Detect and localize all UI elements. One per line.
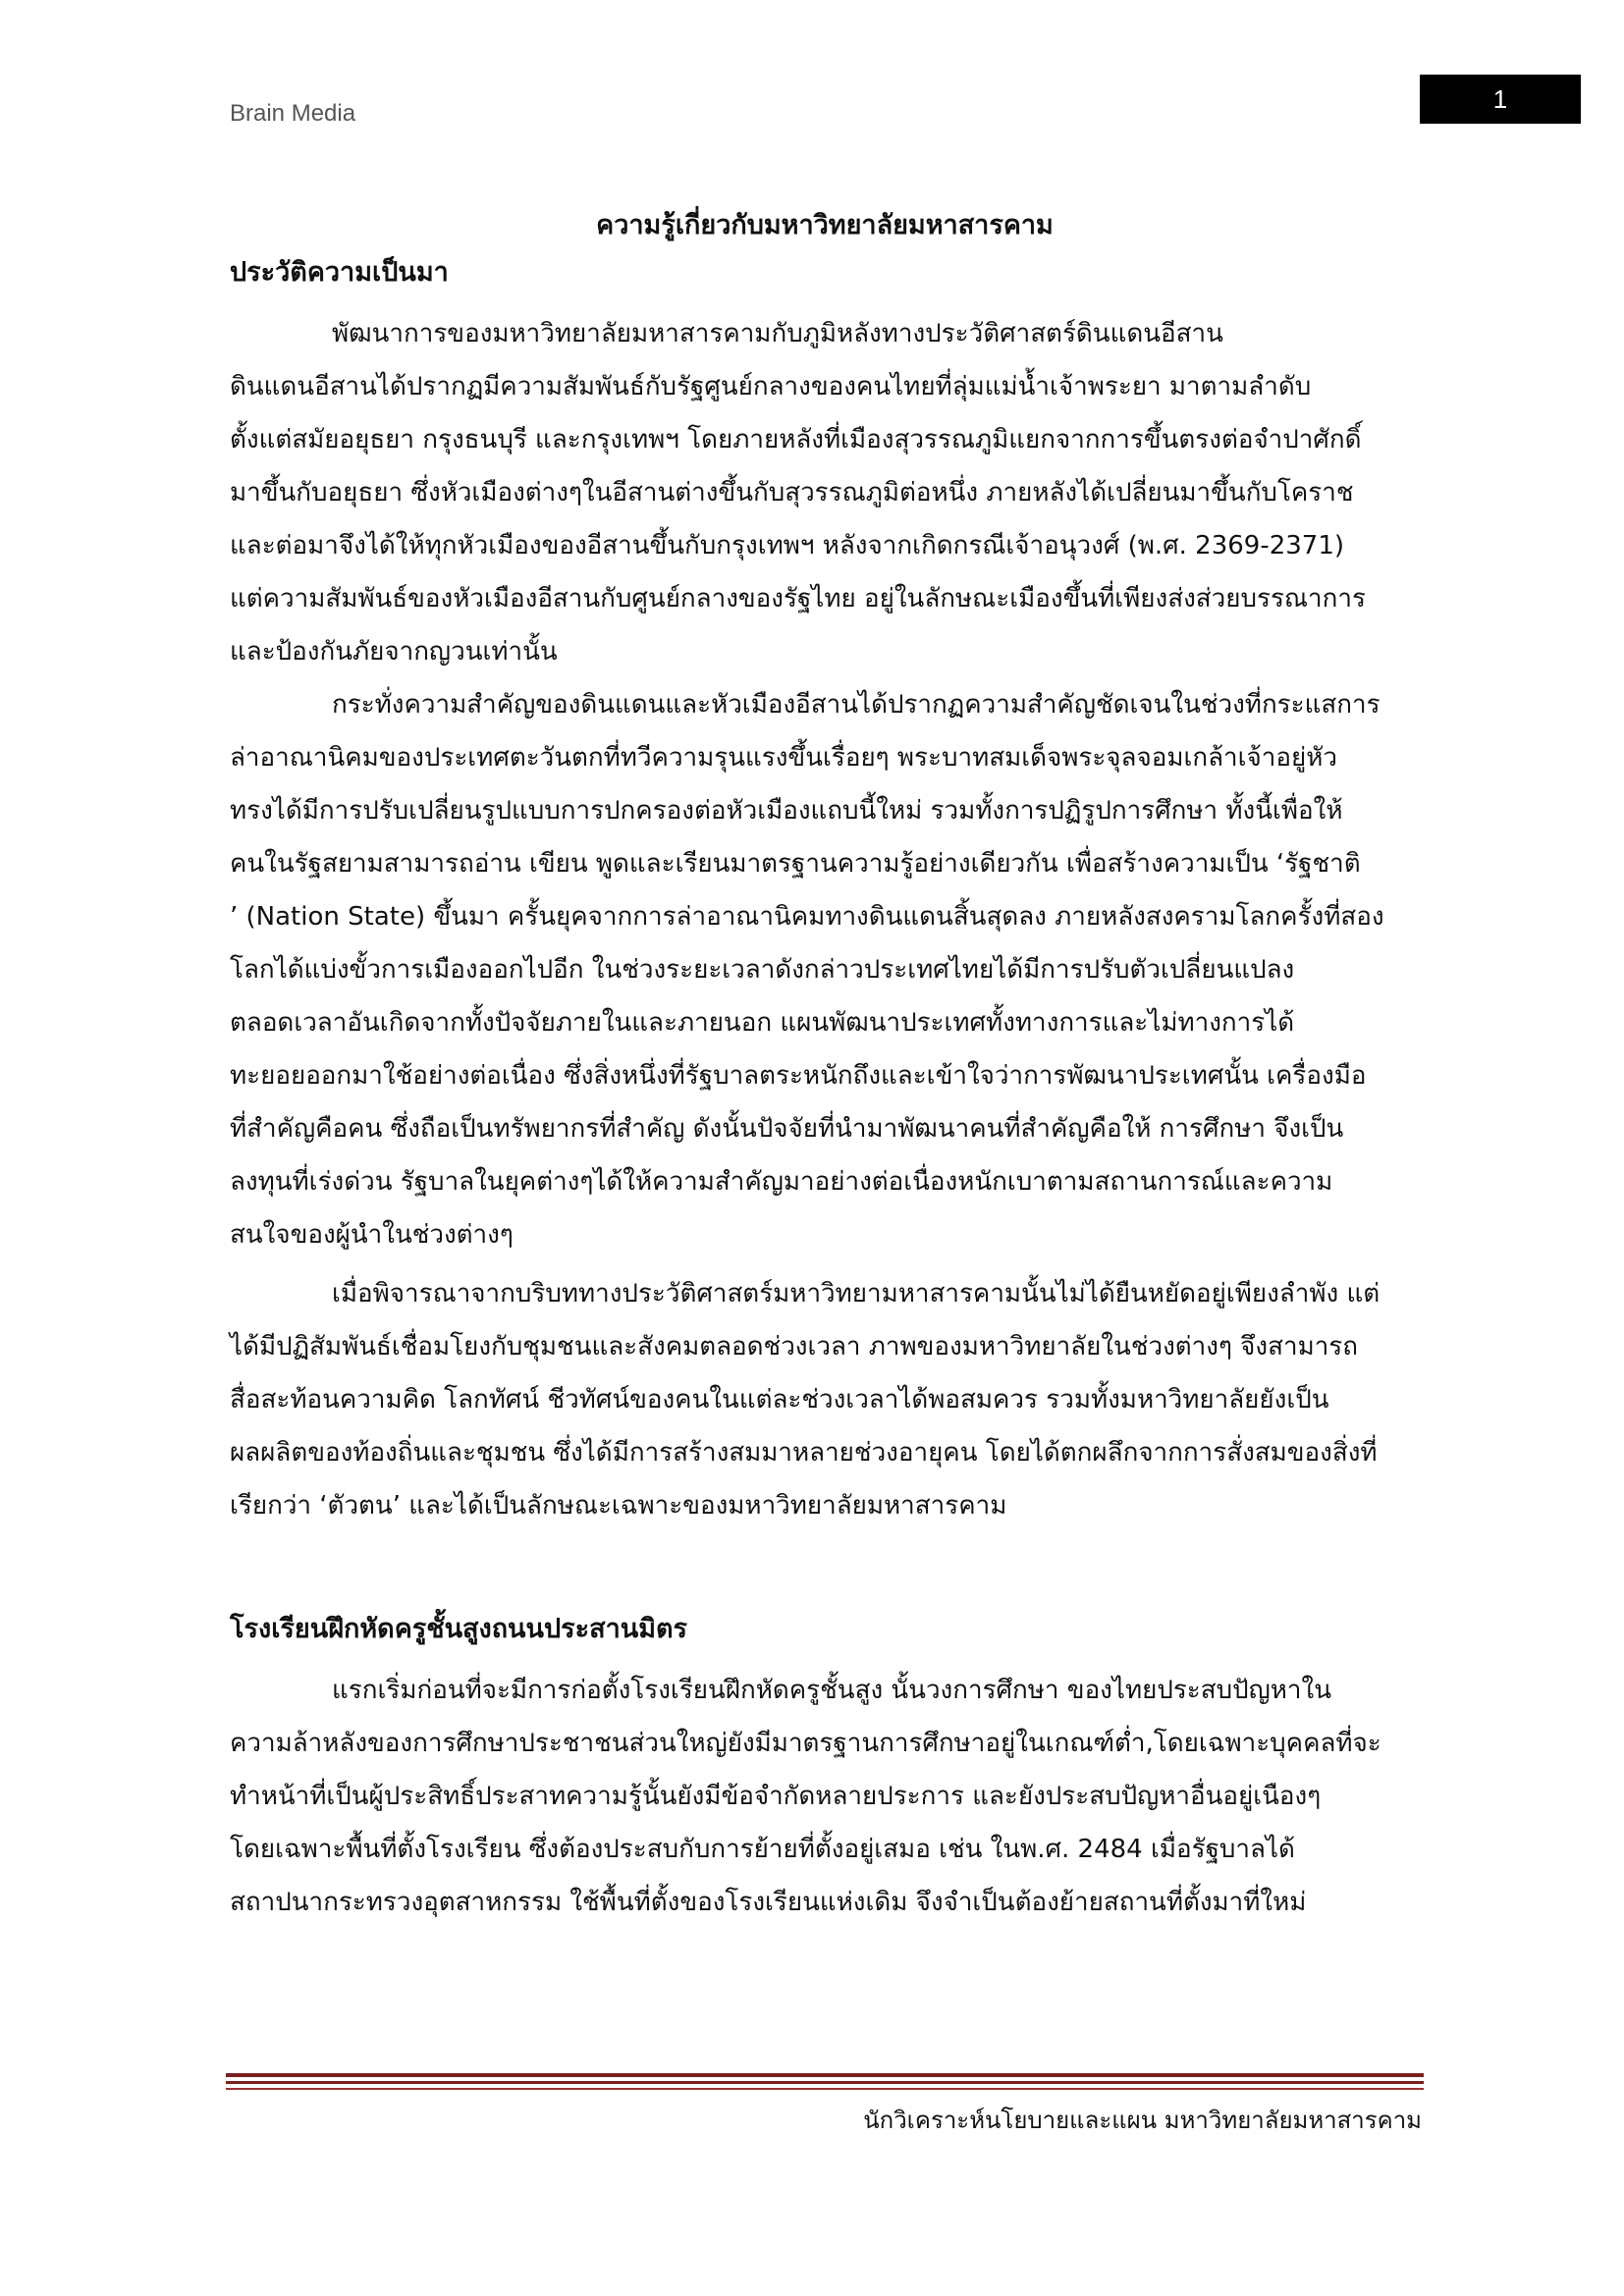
paragraph-line: สนใจของผู้นำในช่วงต่างๆ (230, 1220, 514, 1250)
footer-divider (226, 2081, 1424, 2084)
paragraph-line: ทำหน้าที่เป็นผู้ประสิทธิ์ประสาทความรู้นั้นยังมีข้อจำกัดหลายประการ และยังประสบปัญหาอื่นอยู่เนืองๆ (230, 1782, 1322, 1811)
paragraph-line: เมื่อพิจารณาจากบริบททางประวัติศาสตร์มหาวิทยามหาสารคามนั้นไม่ได้ยืนหยัดอยู่เพียงลำพัง แต่ (332, 1279, 1380, 1308)
section-heading-teachers-college: โรงเรียนฝึกหัดครูชั้นสูงถนนประสานมิตร (230, 1614, 688, 1644)
footer-divider (226, 2088, 1424, 2090)
paragraph-line: ความล้าหลังของการศึกษาประชาชนส่วนใหญ่ยังมีมาตรฐานการศึกษาอยู่ในเกณฑ์ต่ำ,โดยเฉพาะบุคคลที่จะ (230, 1729, 1381, 1758)
paragraph-line: พัฒนาการของมหาวิทยาลัยมหาสารคามกับภูมิหลังทางประวัติศาสตร์ดินแดนอีสาน (332, 319, 1223, 348)
footer-divider (226, 2073, 1424, 2077)
paragraph-line: แต่ความสัมพันธ์ของหัวเมืองอีสานกับศูนย์กลางของรัฐไทย อยู่ในลักษณะเมืองขึ้นที่เพียงส่งส่วยบรรณาการ (230, 584, 1366, 614)
paragraph-line: ตลอดเวลาอันเกิดจากทั้งปัจจัยภายในและภายนอก แผนพัฒนาประเทศทั้งทางการและไม่ทางการได้ (230, 1008, 1295, 1038)
paragraph-line: ผลผลิตของท้องถิ่นและชุมชน ซึ่งได้มีการสร้างสมมาหลายช่วงอายุคน โดยได้ตกผลึกจากการสั่งสมของสิ่งที่ (230, 1438, 1378, 1468)
paragraph-line: กระทั่งความสำคัญของดินแดนและหัวเมืองอีสานได้ปรากฏความสำคัญชัดเจนในช่วงที่กระแสการ (332, 690, 1380, 720)
paragraph-line: ล่าอาณานิคมของประเทศตะวันตกที่ทวีความรุนแรงขึ้นเรื่อยๆ พระบาทสมเด็จพระจุลจอมเกล้าเจ้าอยู่หัว (230, 743, 1337, 773)
paragraph-line: สถาปนากระทรวงอุตสาหกรรม ใช้พื้นที่ตั้งของโรงเรียนแห่งเดิม จึงจำเป็นต้องย้ายสถานที่ตั้งมาที่ใหม่ (230, 1888, 1307, 1917)
paragraph-line: ลงทุนที่เร่งด่วน รัฐบาลในยุคต่างๆได้ให้ความสำคัญมาอย่างต่อเนื่องหนักเบาตามสถานการณ์และความ (230, 1167, 1333, 1197)
paragraph-line: เรียกว่า ‘ตัวตน’ และได้เป็นลักษณะเฉพาะของมหาวิทยาลัยมหาสารคาม (230, 1491, 1007, 1521)
paragraph-line: แรกเริ่มก่อนที่จะมีการก่อตั้งโรงเรียนฝึกหัดครูชั้นสูง นั้นวงการศึกษา ของไทยประสบปัญหาใน (332, 1676, 1331, 1705)
paragraph-line: ตั้งแต่สมัยอยุธยา กรุงธนบุรี และกรุงเทพฯ โดยภายหลังที่เมืองสุวรรณภูมิแยกจากการขึ้นตรงต่อจำปาศักดิ์ (230, 425, 1362, 454)
paragraph-line: และต่อมาจึงได้ให้ทุกหัวเมืองของอีสานขึ้นกับกรุงเทพฯ หลังจากเกิดกรณีเจ้าอนุวงศ์ (พ.ศ. 2369-2371) (230, 531, 1345, 561)
paragraph-line: โดยเฉพาะพื้นที่ตั้งโรงเรียน ซึ่งต้องประสบกับการย้ายที่ตั้งอยู่เสมอ เช่น ในพ.ศ. 2484 เมื่อรัฐบาลได้ (230, 1835, 1295, 1864)
header-brand: Brain Media (230, 100, 356, 127)
section-heading-history: ประวัติความเป็นมา (230, 257, 449, 288)
paragraph-line: มาขึ้นกับอยุธยา ซึ่งหัวเมืองต่างๆในอีสานต่างขึ้นกับสุวรรณภูมิต่อหนึ่ง ภายหลังได้เปลี่ยนมาขึ้นกับโคราช (230, 478, 1354, 507)
page-number: 1 (1420, 75, 1581, 124)
paragraph-line: ทรงได้มีการปรับเปลี่ยนรูปแบบการปกครองต่อหัวเมืองแถบนี้ใหม่ รวมทั้งการปฏิรูปการศึกษา ทั้งนี้เพื่อให้ (230, 796, 1343, 826)
paragraph-line: ’ (Nation State) ขึ้นมา ครั้นยุคจากการล่าอาณานิคมทางดินแดนสิ้นสุดลง ภายหลังสงครามโลกครั้งที่สอง (230, 902, 1384, 932)
paragraph-line: และป้องกันภัยจากญวนเท่านั้น (230, 637, 558, 667)
paragraph-line: คนในรัฐสยามสามารถอ่าน เขียน พูดและเรียนมาตรฐานความรู้อย่างเดียวกัน เพื่อสร้างความเป็น ‘รัฐชาติ (230, 849, 1361, 879)
paragraph-line: สื่อสะท้อนความคิด โลกทัศน์ ชีวทัศน์ของคนในแต่ละช่วงเวลาได้พอสมควร รวมทั้งมหาวิทยาลัยยังเป็น (230, 1385, 1329, 1415)
footer-credit: นักวิเคราะห์นโยบายและแผน มหาวิทยาลัยมหาสารคาม (863, 2107, 1422, 2134)
paragraph-line: ที่สำคัญคือคน ซึ่งถือเป็นทรัพยากรที่สำคัญ ดังนั้นปัจจัยที่นำมาพัฒนาคนที่สำคัญคือให้ การศึกษา จึงเป็น (230, 1114, 1344, 1144)
paragraph-line: ทะยอยออกมาใช้อย่างต่อเนื่อง ซึ่งสิ่งหนึ่งที่รัฐบาลตระหนักถึงและเข้าใจว่าการพัฒนาประเทศนั้น เครื่องมือ (230, 1061, 1367, 1091)
document-title: ความรู้เกี่ยวกับมหาวิทยาลัยมหาสารคาม (596, 210, 1054, 240)
paragraph-line: โลกได้แบ่งขั้วการเมืองออกไปอีก ในช่วงระยะเวลาดังกล่าวประเทศไทยได้มีการปรับตัวเปลี่ยนแปลง (230, 955, 1295, 985)
paragraph-line: ดินแดนอีสานได้ปรากฏมีความสัมพันธ์กับรัฐศูนย์กลางของคนไทยที่ลุ่มแม่น้ำเจ้าพระยา มาตามลำดับ (230, 372, 1312, 401)
paragraph-line: ได้มีปฏิสัมพันธ์เชื่อมโยงกับชุมชนและสังคมตลอดช่วงเวลา ภาพของมหาวิทยาลัยในช่วงต่างๆ จึงสามารถ (230, 1332, 1359, 1362)
